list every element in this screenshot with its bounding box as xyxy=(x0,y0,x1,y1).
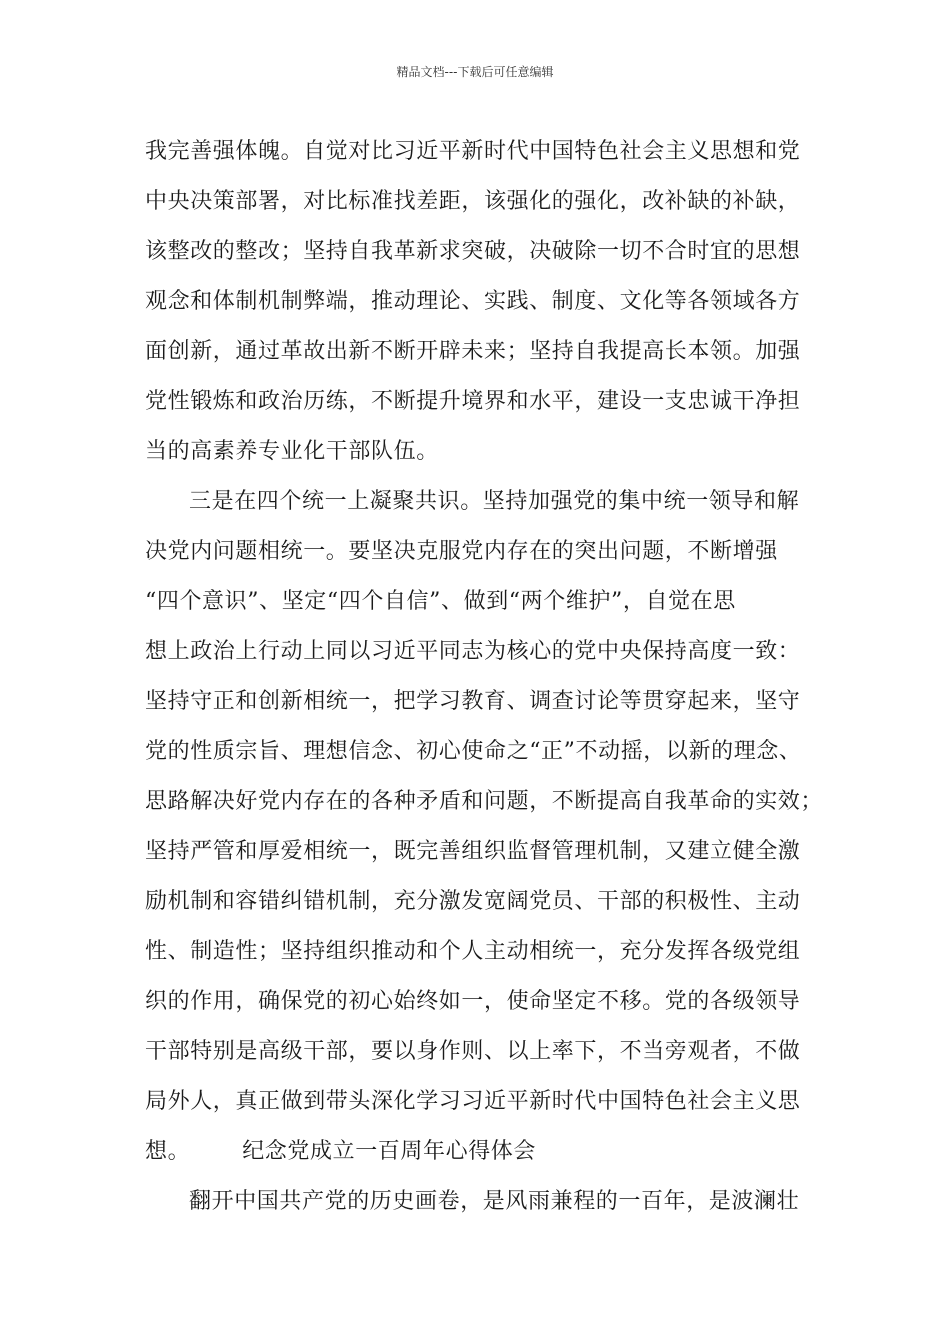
text-line: 想上政治上行动上同以习近平同志为核心的党中央保持高度一致： xyxy=(145,639,801,664)
text-line: 局外人，真正做到带头深化学习习近平新时代中国特色社会主义思 xyxy=(145,1089,801,1114)
text-line: 我完善强体魄。自觉对比习近平新时代中国特色社会主义思想和党 xyxy=(145,139,801,164)
text-line: 面创新，通过革故出新不断开辟未来；坚持自我提高长本领。加强 xyxy=(145,339,801,364)
text-line: 党性锻炼和政治历练，不断提升境界和水平，建设一支忠诚干净担 xyxy=(145,389,801,414)
text-line: 励机制和容错纠错机制，充分激发宽阔党员、干部的积极性、主动 xyxy=(145,889,801,914)
text-line: 该整改的整改；坚持自我革新求突破，决破除一切不合时宜的思想 xyxy=(145,239,801,264)
text-line: 思路解决好党内存在的各种矛盾和问题，不断提高自我革命的实效； xyxy=(145,789,824,814)
text-line: “四个意识”、坚定“四个自信”、做到“两个维护”，自觉在思 xyxy=(145,589,736,614)
text-line: 坚持严管和厚爱相统一，既完善组织监督管理机制，又建立健全激 xyxy=(145,839,801,864)
text-line-end: 想。 xyxy=(145,1139,191,1164)
section-title: 纪念党成立一百周年心得体会 xyxy=(242,1139,537,1164)
text-line: 决党内问题相统一。要坚决克服党内存在的突出问题，不断增强 xyxy=(145,539,778,564)
text-line: 观念和体制机制弊端，推动理论、实践、制度、文化等各领域各方 xyxy=(145,289,801,314)
text-line: 干部特别是高级干部，要以身作则、以上率下，不当旁观者，不做 xyxy=(145,1039,801,1064)
text-line: 性、制造性；坚持组织推动和个人主动相统一，充分发挥各级党组 xyxy=(145,939,801,964)
text-line: 中央决策部署，对比标准找差距，该强化的强化，改补缺的补缺， xyxy=(145,189,801,214)
text-line: 坚持守正和创新相统一，把学习教育、调查讨论等贯穿起来，坚守 xyxy=(145,689,801,714)
text-line: 当的高素养专业化干部队伍。 xyxy=(145,439,439,464)
paragraph-start-line: 翻开中国共产党的历史画卷，是风雨兼程的一百年，是波澜壮 xyxy=(189,1189,800,1214)
text-line: 党的性质宗旨、理想信念、初心使命之“正”不动摇，以新的理念、 xyxy=(145,739,802,764)
paragraph-start-line: 三是在四个统一上凝聚共识。坚持加强党的集中统一领导和解 xyxy=(189,489,800,514)
document-body xyxy=(145,132,824,1232)
text-line-with-title xyxy=(145,1132,805,1182)
page-header: 精品文档---下载后可任意编辑 xyxy=(396,65,554,79)
text-line: 织的作用，确保党的初心始终如一，使命坚定不移。党的各级领导 xyxy=(145,989,801,1014)
